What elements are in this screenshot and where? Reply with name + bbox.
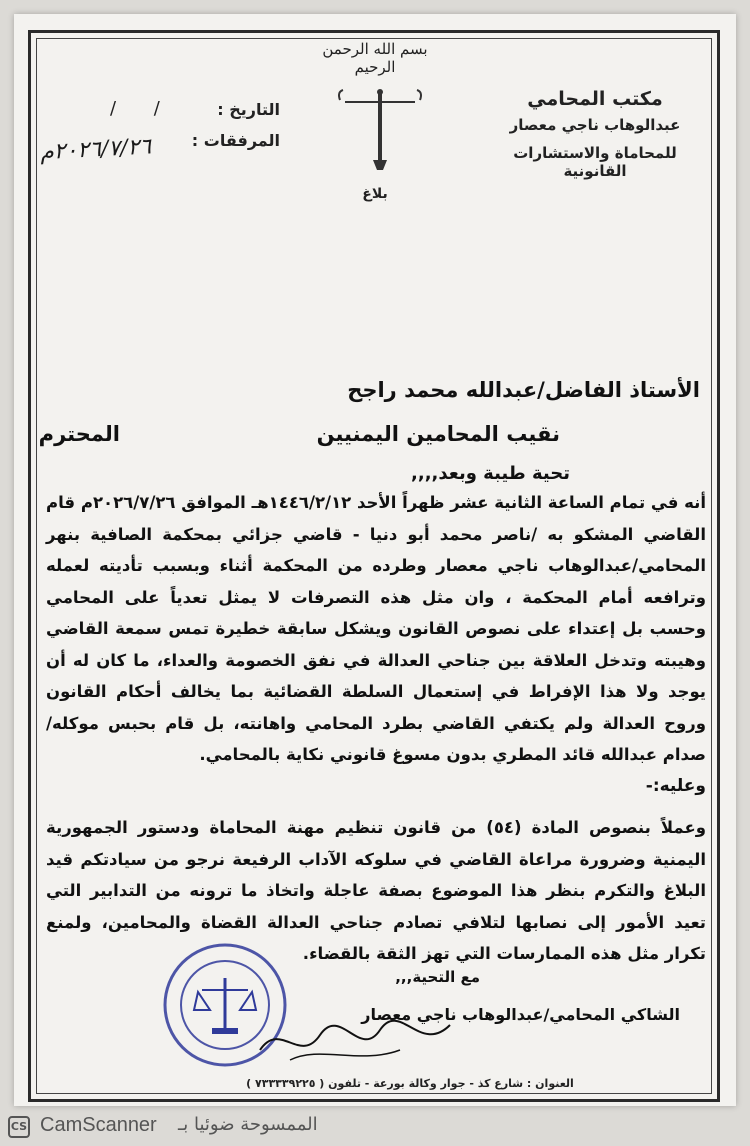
date-label: التاريخ : (217, 100, 280, 119)
greeting: تحية طيبة وبعد,,,, (411, 463, 570, 484)
camscanner-text: الممسوحة ضوئيا بـ (178, 1114, 318, 1135)
closing: مع التحية,,, (395, 968, 480, 986)
office-subtitle: للمحاماة والاستشارات القانونية (513, 144, 677, 180)
signature-icon (250, 1010, 460, 1070)
date-blank: / / (110, 98, 176, 119)
scales-of-justice-icon (325, 82, 435, 182)
honorific: المحترم (38, 422, 120, 446)
addressee-position: نقيب المحامين اليمنيين (316, 422, 560, 446)
office-title: مكتب المحامي (527, 88, 663, 110)
office-name: عبدالوهاب ناجي معصار (509, 116, 681, 134)
body-text (46, 487, 706, 802)
camscanner-logo-icon: CS (8, 1116, 30, 1138)
office-header (480, 88, 710, 180)
complainant: الشاكي المحامي/عبدالوهاب ناجي معصار (361, 1005, 680, 1024)
handwritten-date: ٢٠٢٦/٧/٢٦م (39, 134, 152, 166)
basmala: بسم الله الرحمن الرحيم (322, 40, 428, 76)
addressee-name: الأستاذ الفاضل/عبدالله محمد راجح (347, 378, 700, 402)
attachments-label: المرفقات : (191, 131, 280, 150)
footer-address: العنوان : شارع كذ - جوار وكالة بورعة - تلفون ( ٧٣٣٣٣٩٢٢٥ ) (246, 1077, 574, 1090)
scanner-watermark (0, 1110, 750, 1146)
whereas-heading: وعليه:- (645, 775, 706, 796)
camscanner-brand: CamScanner (40, 1114, 157, 1136)
body-paragraph: أنه في تمام الساعة الثانية عشر ظهراً الأحد ١٤٤٦/٢/١٢هـ الموافق ٢٠٢٦/٧/٢٦م قام القاضي المشكو به /ناصر محمد أبو دنيا - قاضي جزائي بمحكمة الصافية بنهر المحامي/عبدالوهاب ناجي معصار وطرده من المحكمة أثناء وبسبب تأديته لعمله وترافعه أمام المحكمة ، وان مثل هذه التصرفات لا يمثل تعدياً على المحامي وحسب بل إعتداء على نصوص القانون ويشكل سابقة خطيرة تمس سمعة القاضي وهيبته وتدخل العلاقة بين جناحي العدالة في نفق الخصومة والعداء، ما كان له أن يوجد ولا هذا الإفراط في إستعمال السلطة القضائية بما يخالف أحكام القانون وروح العدالة ولم يكتفي القاضي بطرد المحامي واهانته، بل قام بحبس موكله/صدام عبدالله قائد المطري بدون مسوغ قانوني نكاية بالمحامي. (46, 493, 706, 764)
notice-title: بلاغ (362, 186, 388, 202)
request-paragraph: وعملاً بنصوص المادة (٥٤) من قانون تنظيم مهنة المحاماة ودستور الجمهورية اليمنية وضرورة مراعاة القاضي في سلوكه الآداب الرفيعة نرجو من سيادتكم قيد البلاغ والتكرم بنظر هذا الموضوع بصفة عاجلة واتخاذ ما ترونه من التدابير التي تعيد الأمور إلى نصابها لتلافي تصادم جناحي العدالة القضاة والمحامين، ولمنع تكرار مثل هذه الممارسات التي تهز الثقة بالقضاء. (46, 818, 706, 963)
